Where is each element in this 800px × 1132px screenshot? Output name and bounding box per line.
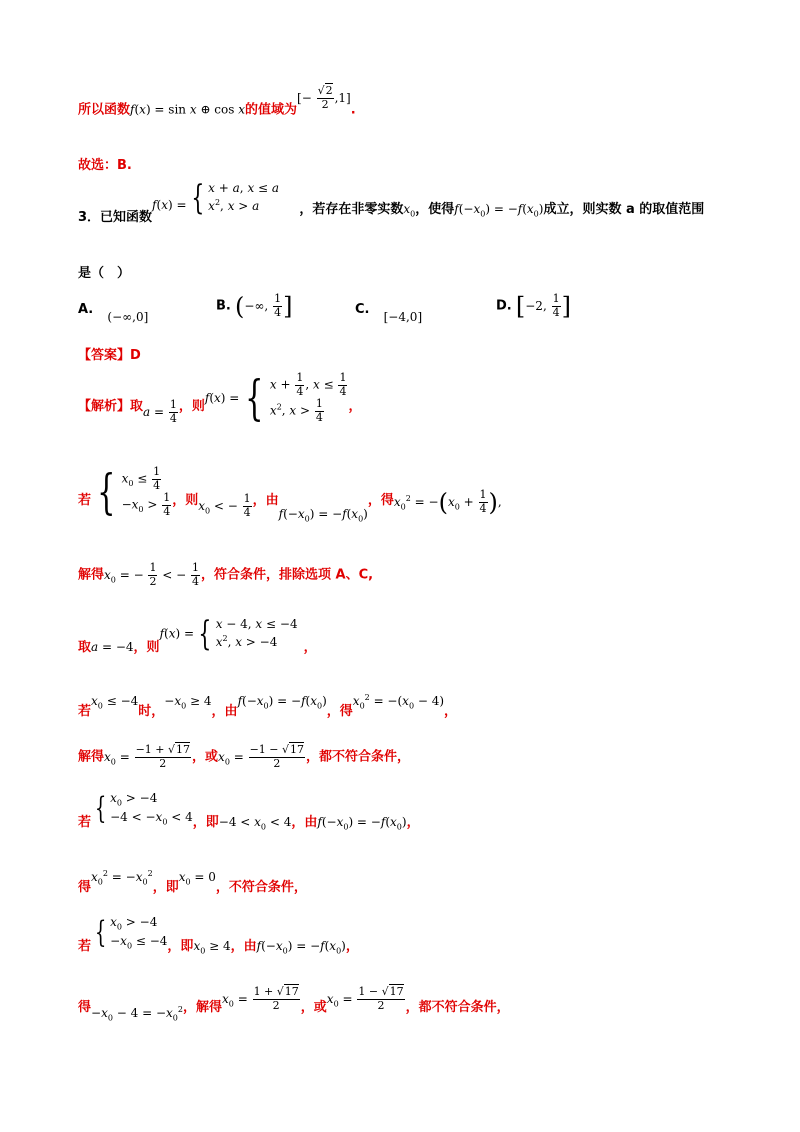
option-label: D. xyxy=(496,298,512,314)
option-value: (−∞, $\frac{1}{4}$ ] xyxy=(235,291,293,320)
question-3 xyxy=(78,177,705,226)
text: ，由 xyxy=(252,492,279,508)
text: 若 xyxy=(78,492,92,508)
text: ，符合条件，排除选项 A、C, xyxy=(201,567,374,583)
math-odd-condition: $f(-x_0) = -f(x_0)$ xyxy=(454,202,544,219)
text: ，得 xyxy=(367,492,394,508)
option-label: C. xyxy=(355,302,370,317)
text: ，由 xyxy=(211,704,238,719)
math-odd-condition: $f(-x_0) = -f(x_0)$ xyxy=(317,815,407,832)
math-eq: $x_0 = 0$ xyxy=(178,870,216,887)
answer: 【答案】D xyxy=(78,348,141,363)
text: 解得 xyxy=(78,567,105,583)
math-solution: $x_0$ = $\frac{1 + √17}{2}$ xyxy=(222,985,299,1012)
math-ineq: $x_0$ < − $\frac{1}{4}$ xyxy=(198,492,251,519)
text: ，即 xyxy=(192,815,219,831)
text: ，则 xyxy=(178,398,205,414)
text: ，都不符合条件， xyxy=(306,749,411,765)
math-cases: $x_0 > -4$ $-x_0 \le -4$ xyxy=(110,915,168,951)
math-eq: $-x_0 - 4 = -x_0^2$ xyxy=(91,1004,183,1023)
text: ， xyxy=(345,939,359,955)
text: ，由 xyxy=(291,815,318,831)
math-odd-condition: $f(-x_0) = -f(x_0)$ xyxy=(237,694,327,711)
take-line xyxy=(78,613,317,656)
option-label: B. xyxy=(216,298,231,314)
option-d xyxy=(496,292,571,320)
math-cases: $x_0 > -4$ $-4 < -x_0 < 4$ xyxy=(110,791,193,827)
text: 得 xyxy=(78,880,92,895)
text: . xyxy=(350,102,356,118)
option-c xyxy=(355,302,423,324)
math-solution: $x_0$ = − $\frac{1}{2}$ < − $\frac{1}{4}$ xyxy=(104,561,200,588)
option-value: [−2, $\frac{1}{4}$ ] xyxy=(515,291,571,320)
analysis-line xyxy=(78,372,362,425)
text: 所以函数 xyxy=(78,102,131,118)
brace: { xyxy=(94,790,107,826)
option-value: (−∞,0] xyxy=(107,310,149,324)
math-cases: x − 4, x ≤ −4 $x^2$, x > −4 xyxy=(215,617,298,650)
text: ， xyxy=(348,398,362,414)
math-cases: $x_0$ ≤ $\frac{1}{4}$ $-x_0$ > $\frac{1}{4}$ xyxy=(121,465,171,518)
math-ineq: $-4 < x_0 < 4$ xyxy=(218,815,292,832)
math-solution: $x_0$ = $\frac{-1 - √17}{2}$ xyxy=(218,743,305,770)
text: 若 xyxy=(78,939,92,955)
option-b xyxy=(216,292,292,320)
text: 取 xyxy=(78,640,92,656)
text: ，由 xyxy=(230,939,257,955)
text: ，则 xyxy=(133,640,160,656)
text: 时， xyxy=(138,704,165,719)
brace: { xyxy=(198,613,212,654)
text: 解得 xyxy=(78,749,105,765)
get-line-1 xyxy=(78,866,307,895)
option-a xyxy=(78,302,149,324)
math-f: f(x) = xyxy=(159,626,195,641)
text: ，即 xyxy=(167,939,194,955)
option-label: A. xyxy=(78,302,94,317)
math-cases: x + a, x ≤ a $x^2$, x > a xyxy=(208,181,280,214)
brace: { xyxy=(94,914,107,950)
solve-line-1 xyxy=(78,562,373,588)
math-eq: $x_0^2 = -x_0^2$ xyxy=(91,869,153,887)
math-range: [− $\frac{√2}{2}$ ,1] xyxy=(297,84,351,111)
text: 成立，则实数 a 的取值范围 xyxy=(543,202,705,218)
conclusion-line xyxy=(78,84,356,123)
brace: { xyxy=(190,177,204,218)
text: 若 xyxy=(78,704,92,719)
case-line-3 xyxy=(78,790,420,832)
text: ，都不符合条件， xyxy=(405,999,510,1015)
math-eq: $x_0^2 = -(x_0 - 4)$ xyxy=(352,693,445,711)
answer-line xyxy=(78,344,141,363)
text: ， xyxy=(303,640,317,656)
case-line-1 xyxy=(78,464,502,524)
solve-line-2 xyxy=(78,744,410,770)
option-value: [−4,0] xyxy=(383,310,423,324)
math-f: f(x) = xyxy=(204,390,240,405)
text: ，或 xyxy=(192,749,219,765)
text: 的值域为 xyxy=(245,102,298,118)
math-ineq: $x_0 \ge 4$ xyxy=(193,939,231,956)
question-3-cont xyxy=(78,262,130,281)
text: ，不符合条件， xyxy=(215,880,307,895)
math-function-def: f(x) = sin x ⊕ cos x xyxy=(130,102,246,117)
text: ，使得 xyxy=(415,202,455,218)
text: ，或 xyxy=(300,999,327,1015)
math-solution: $x_0$ = $\frac{-1 + √17}{2}$ xyxy=(104,743,191,770)
text: ，解得 xyxy=(182,999,222,1015)
text: ，即 xyxy=(152,880,179,895)
text: 是（ ） xyxy=(78,266,131,281)
brace: { xyxy=(245,370,264,427)
text: 【解析】取 xyxy=(78,398,144,414)
text: ，得 xyxy=(326,704,353,719)
math-odd-condition: $f(-x_0) = -f(x_0)$ xyxy=(256,939,346,956)
math-cond: $x_0 \le -4$ xyxy=(91,694,139,711)
text: 故选：B. xyxy=(78,158,132,173)
math-odd-condition: $f(-x_0) = -f(x_0)$ xyxy=(278,506,368,524)
text: ， xyxy=(444,704,458,719)
brace: { xyxy=(97,464,116,521)
math-f: f(x) = xyxy=(152,198,187,213)
choice-line xyxy=(78,154,132,173)
question-number: 3．已知函数 xyxy=(78,210,153,226)
case-line-2 xyxy=(78,690,458,719)
math-a-eq: a = −4 xyxy=(91,640,134,655)
text: ，则 xyxy=(172,492,199,508)
case-line-4 xyxy=(78,914,359,956)
math-x0: $x_0$ xyxy=(403,202,416,219)
text: ，若存在非零实数 xyxy=(299,202,404,218)
text: 若 xyxy=(78,815,92,831)
math-cases: x + $\frac{1}{4}$ , x ≤ $\frac{1}{4}$ $x^2$, x > $\frac{1}{4}$ xyxy=(269,371,347,424)
text: 得 xyxy=(78,999,92,1015)
get-line-2 xyxy=(78,985,510,1023)
math-solution: $x_0$ = $\frac{1 - √17}{2}$ xyxy=(326,985,404,1012)
math-eq: $x_0^2 = -(x_0$ + $\frac{1}{4}$ ), xyxy=(393,488,502,517)
text: ， xyxy=(406,815,420,831)
math-a-eq: a = $\frac{1}{4}$ xyxy=(143,398,177,425)
math-cond: $-x_0 \ge 4$ xyxy=(164,694,212,711)
